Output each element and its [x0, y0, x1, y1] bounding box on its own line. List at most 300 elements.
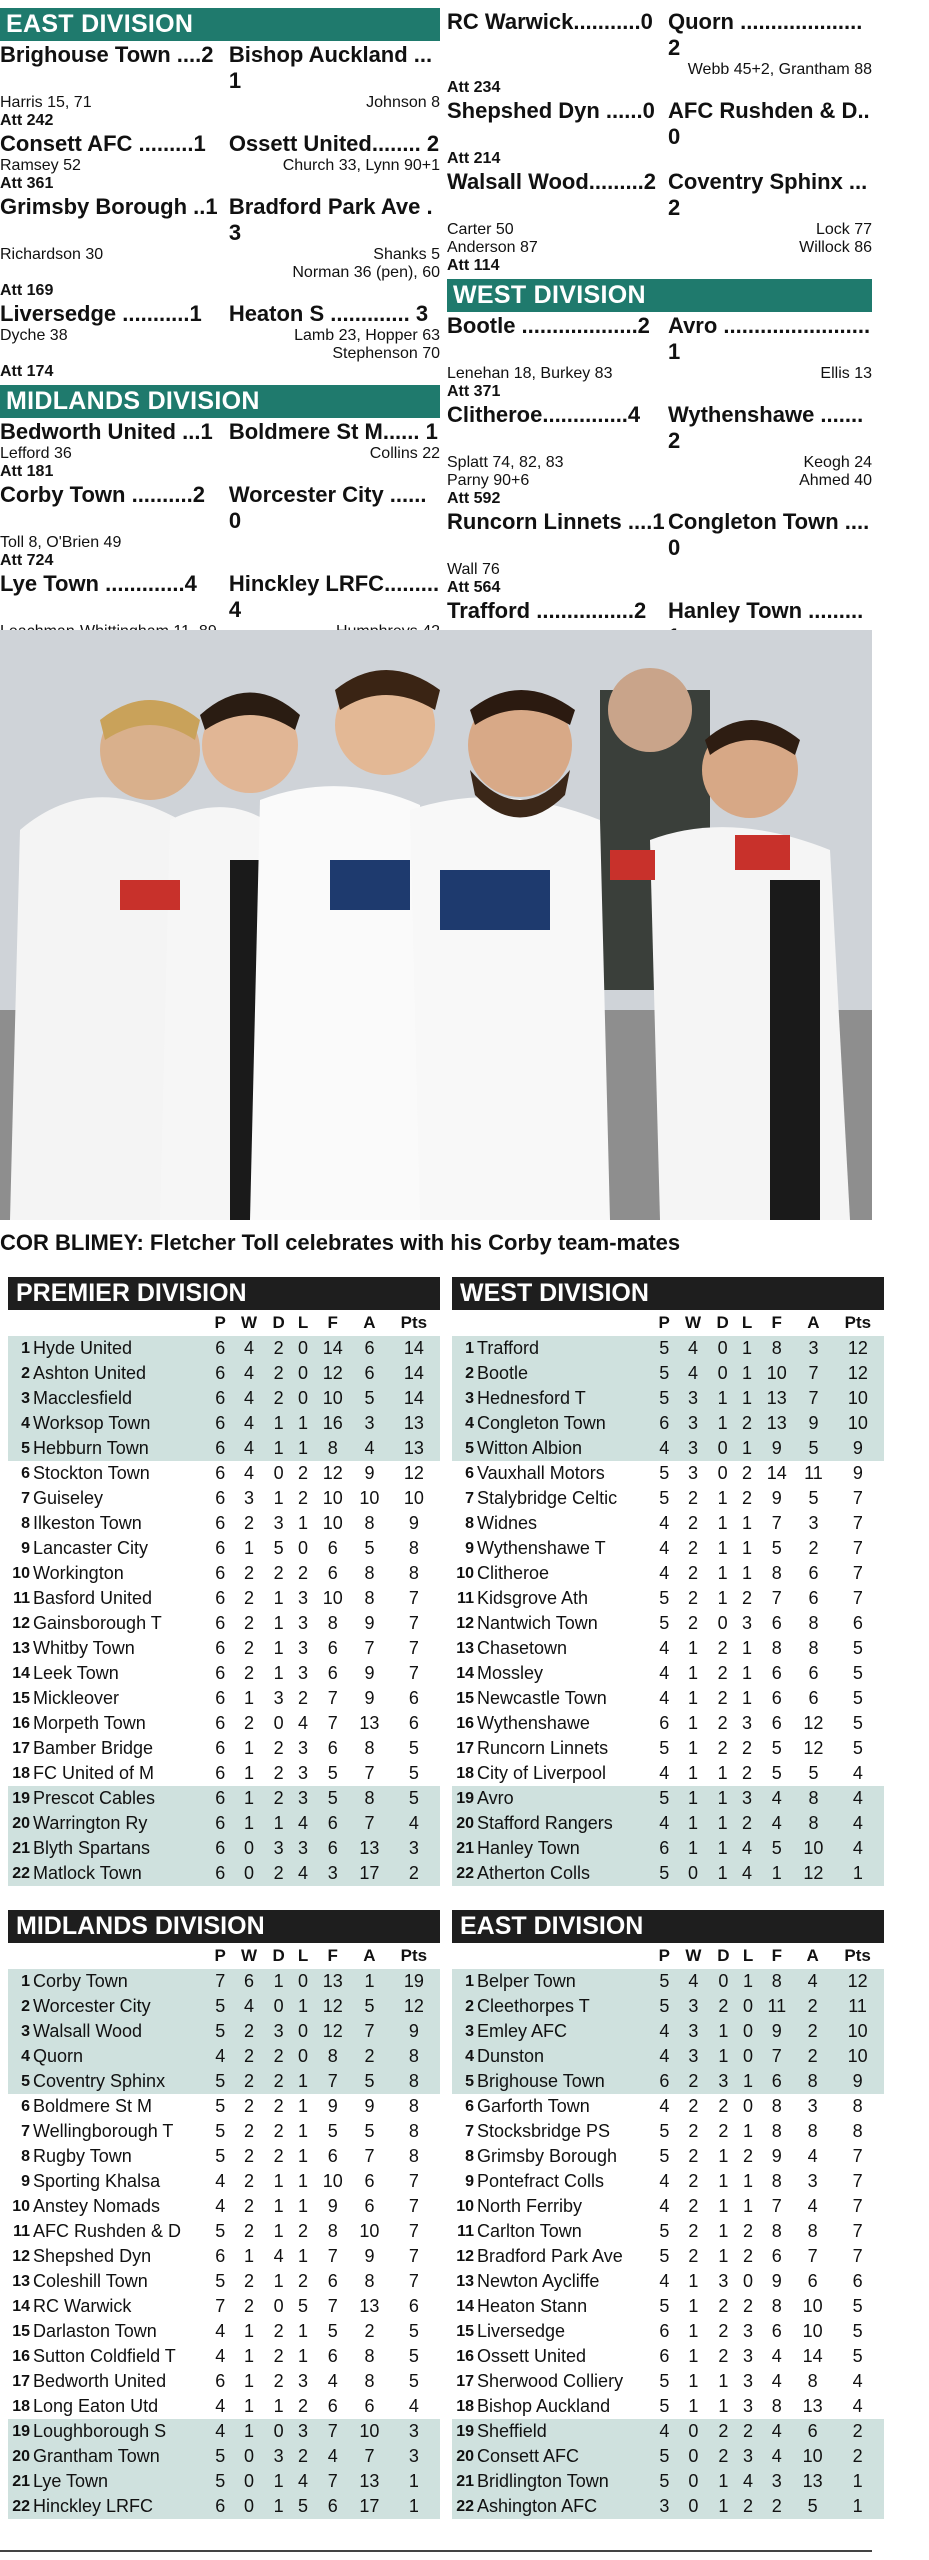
team-name-cell: Newton Aycliffe — [477, 2271, 600, 2291]
stat-cell: 0 — [677, 2494, 710, 2519]
stat-cell: 3 — [266, 2444, 292, 2469]
team-name-cell: Carlton Town — [477, 2221, 582, 2241]
stat-cell: 5 — [408, 2321, 419, 2341]
stat-cell: 8 — [408, 1563, 419, 1583]
stat-cell: 2 — [687, 1563, 698, 1583]
position-cell: 4 — [8, 1411, 33, 1436]
stat-cell: 12 — [832, 1361, 884, 1386]
team-name-cell: Stalybridge Celtic — [477, 1488, 618, 1508]
stat-cell: 6 — [215, 1738, 226, 1758]
stat-cell: 7 — [208, 1969, 232, 1994]
table-row — [8, 1361, 440, 1386]
away-scorers: Keogh 24 — [803, 454, 872, 471]
stat-cell: 8 — [758, 1336, 795, 1361]
table-row — [452, 1411, 884, 1436]
stat-cell: 7 — [852, 2196, 863, 2216]
table-row — [8, 2444, 440, 2469]
stat-cell: 2 — [243, 2121, 254, 2141]
table-row — [452, 1636, 884, 1661]
away-scorers: Johnson 8 — [366, 94, 440, 111]
stat-cell: 8 — [314, 1436, 351, 1461]
position-cell: 22 — [452, 2494, 477, 2519]
stat-cell: 4 — [388, 1811, 440, 1836]
stat-cell: 6 — [215, 1538, 226, 1558]
stat-cell: 9 — [364, 1663, 375, 1683]
stat-cell: 1 — [298, 2171, 309, 2191]
away-team-score: Heaton S ............. 3 — [228, 301, 429, 326]
stat-cell: 10 — [802, 2296, 823, 2316]
stat-cell: 2 — [742, 1463, 753, 1483]
stat-cell: 1 — [688, 2371, 699, 2391]
table-row — [452, 2119, 884, 2144]
stat-cell: 3 — [298, 2371, 309, 2391]
position-cell: 15 — [456, 1689, 474, 1707]
table-row — [8, 1586, 440, 1611]
home-team-score: Brighouse Town ....2 — [0, 42, 214, 67]
away-team-score: Wythenshawe ....... 2 — [668, 402, 864, 453]
away-team-score: Ossett United........ 2 — [228, 131, 440, 156]
stat-cell: 4 — [215, 2171, 226, 2191]
attendance: Att 724 — [0, 552, 54, 569]
stat-cell: 1 — [717, 1588, 728, 1608]
position-cell: 3 — [452, 1386, 477, 1411]
stat-cell: 1 — [676, 1786, 709, 1811]
stat-cell: 0 — [232, 1861, 265, 1886]
stat-cell: 6 — [327, 2396, 338, 2416]
stat-cell: 9 — [831, 2069, 884, 2094]
stat-cell: 3 — [807, 2096, 818, 2116]
stat-cell: 4 — [208, 2044, 232, 2069]
stat-cell: 5 — [771, 1738, 782, 1758]
stat-cell: 2 — [736, 1811, 759, 1836]
team-name-cell: Shepshed Dyn — [33, 2246, 152, 2266]
stat-cell: 6 — [327, 1563, 338, 1583]
table-row — [8, 1461, 440, 1486]
stat-cell: 2 — [718, 2321, 729, 2341]
stat-cell: 0 — [273, 1713, 284, 1733]
team-name-cell: Bridlington Town — [477, 2469, 652, 2494]
away-team-score: AFC Rushden & D.. 0 — [668, 98, 870, 149]
col-header-f: F — [327, 1946, 338, 1965]
table-header-row — [8, 1943, 440, 1969]
stat-cell: 7 — [408, 2196, 419, 2216]
stat-cell: 2 — [273, 1763, 284, 1783]
stat-cell: 0 — [710, 1436, 736, 1461]
team-name-cell: Cleethorpes T — [477, 1994, 652, 2019]
table-row — [8, 2069, 440, 2094]
stat-cell: 2 — [243, 1563, 254, 1583]
stat-cell: 12 — [388, 1994, 440, 2019]
stat-cell: 1 — [243, 2346, 254, 2366]
stat-cell: 6 — [208, 1436, 232, 1461]
stat-cell: 6 — [771, 1613, 782, 1633]
goal-scorers — [0, 345, 440, 363]
stat-cell: 1 — [717, 1763, 728, 1783]
stat-cell: 7 — [314, 2419, 351, 2444]
col-header-l: L — [741, 1313, 753, 1332]
table-row — [8, 1836, 440, 1861]
stat-cell: 6 — [215, 1488, 226, 1508]
stat-cell: 2 — [243, 2221, 254, 2241]
stat-cell: 4 — [232, 1361, 265, 1386]
stat-cell: 1 — [742, 1538, 753, 1558]
home-team-score: Walsall Wood.........2 — [447, 169, 657, 194]
col-header-p: P — [214, 1313, 226, 1332]
goal-scorers — [0, 264, 440, 282]
stat-cell: 1 — [266, 1811, 292, 1836]
stat-cell: 4 — [292, 1811, 315, 1836]
team-name-cell: Mickleover — [33, 1688, 120, 1708]
match-result — [447, 313, 872, 401]
table-row — [452, 1836, 884, 1861]
stat-cell: 5 — [215, 2146, 226, 2166]
position-cell: 21 — [8, 2469, 33, 2494]
team-name-cell: Darlaston Town — [33, 2321, 157, 2341]
team-name-cell: Wythenshawe T — [477, 1538, 606, 1558]
stat-cell: 6 — [652, 1411, 676, 1436]
stat-cell: 1 — [273, 1663, 284, 1683]
position-cell: 3 — [8, 1386, 33, 1411]
stat-cell: 1 — [710, 1411, 736, 1436]
stat-cell: 2 — [243, 2271, 254, 2291]
position-cell: 13 — [456, 2272, 474, 2290]
stat-cell: 7 — [351, 2444, 388, 2469]
stat-cell: 7 — [351, 2019, 388, 2044]
stat-cell: 6 — [408, 1688, 419, 1708]
stat-cell: 1 — [710, 2019, 736, 2044]
stat-cell: 5 — [652, 2444, 677, 2469]
stat-cell: 9 — [771, 2271, 782, 2291]
table-row — [452, 2044, 884, 2069]
stat-cell: 7 — [364, 1763, 375, 1783]
stat-cell: 6 — [208, 1786, 232, 1811]
home-team-score: Trafford ................2 — [447, 598, 647, 623]
stat-cell: 5 — [208, 2444, 232, 2469]
attendance: Att 242 — [0, 112, 54, 129]
score-line — [0, 131, 440, 157]
stat-cell: 9 — [388, 2019, 440, 2044]
team-name-cell: Brighouse Town — [477, 2069, 652, 2094]
stat-cell: 2 — [266, 1361, 292, 1386]
col-header-d: D — [717, 1946, 730, 1965]
stat-cell: 1 — [710, 2469, 736, 2494]
stat-cell: 13 — [351, 1836, 388, 1861]
stat-cell: 8 — [364, 2271, 375, 2291]
stat-cell: 1 — [831, 2494, 884, 2519]
col-header-l: L — [297, 1313, 309, 1332]
stat-cell: 2 — [737, 2494, 760, 2519]
stat-cell: 2 — [688, 2221, 699, 2241]
stat-cell: 1 — [718, 2221, 729, 2241]
position-cell: 9 — [21, 2172, 30, 2190]
stat-cell: 1 — [243, 1763, 254, 1783]
stat-cell: 2 — [718, 2346, 729, 2366]
midlands-division-header: MIDLANDS DIVISION — [0, 385, 440, 418]
stat-cell: 1 — [266, 2469, 292, 2494]
stat-cell: 7 — [852, 1538, 863, 1558]
stat-cell: 5 — [364, 1538, 375, 1558]
stat-cell: 2 — [718, 2096, 729, 2116]
stat-cell: 5 — [273, 1538, 284, 1558]
stat-cell: 4 — [659, 2096, 670, 2116]
stat-cell: 6 — [852, 2271, 863, 2291]
stat-cell: 2 — [298, 1463, 309, 1483]
stat-cell: 1 — [717, 1538, 728, 1558]
away-scorers: Church 33, Lynn 90+1 — [282, 157, 440, 174]
team-name-cell: Loughborough S — [33, 2419, 208, 2444]
table-row — [8, 2494, 440, 2519]
stat-cell: 8 — [794, 2069, 831, 2094]
match-result — [447, 169, 872, 275]
team-name-cell: City of Liverpool — [477, 1763, 607, 1783]
stat-cell: 10 — [831, 2044, 884, 2069]
stat-cell: 13 — [388, 1436, 440, 1461]
goal-scorers — [0, 534, 440, 552]
table-row — [452, 2369, 884, 2394]
goal-scorers — [447, 239, 872, 257]
table-row — [452, 1994, 884, 2019]
stat-cell: 10 — [758, 1361, 795, 1386]
stat-cell: 5 — [659, 1738, 670, 1758]
stat-cell: 4 — [232, 1994, 265, 2019]
table-row — [452, 2394, 884, 2419]
position-cell: 4 — [452, 1411, 477, 1436]
home-scorers — [0, 264, 220, 282]
team-name-cell: Corby Town — [33, 1969, 208, 1994]
score-line — [447, 313, 872, 365]
stat-cell: 1 — [266, 1969, 292, 1994]
stat-cell: 3 — [388, 2444, 440, 2469]
team-name-cell: Warrington Ry — [33, 1811, 208, 1836]
stat-cell: 5 — [327, 2321, 338, 2341]
table-row — [8, 1969, 440, 1994]
position-cell: 19 — [8, 1786, 33, 1811]
stat-cell: 7 — [327, 2246, 338, 2266]
stat-cell: 8 — [795, 1786, 832, 1811]
position-cell: 5 — [8, 2069, 33, 2094]
stat-cell: 1 — [710, 1386, 736, 1411]
stat-cell: 4 — [659, 1763, 670, 1783]
stat-cell: 1 — [266, 2494, 292, 2519]
team-name-cell: Dunston — [477, 2044, 652, 2069]
stat-cell: 5 — [852, 2346, 863, 2366]
stat-cell: 8 — [364, 1588, 375, 1608]
stat-cell: 8 — [771, 2396, 782, 2416]
stat-cell: 2 — [718, 2296, 729, 2316]
table-row — [452, 2344, 884, 2369]
team-name-cell: Blyth Spartans — [33, 1836, 208, 1861]
team-name-cell: Emley AFC — [477, 2019, 652, 2044]
premier-division-table — [8, 1277, 440, 1886]
stat-cell: 8 — [388, 2069, 440, 2094]
stat-cell: 2 — [742, 1488, 753, 1508]
home-scorers: Parny 90+6 — [447, 472, 530, 489]
stat-cell: 1 — [718, 2371, 729, 2391]
stat-cell: 8 — [408, 2096, 419, 2116]
table-header-row — [8, 1310, 440, 1336]
table-row — [8, 2169, 440, 2194]
col-header-p: P — [214, 1946, 226, 1965]
stat-cell: 5 — [852, 1688, 863, 1708]
table-row — [452, 2194, 884, 2219]
stat-cell: 0 — [292, 1969, 315, 1994]
position-cell: 3 — [8, 2019, 33, 2044]
east-division-table — [452, 1910, 884, 2519]
team-name-cell: Atherton Colls — [477, 1861, 652, 1886]
stat-cell: 0 — [676, 1861, 709, 1886]
stat-cell: 6 — [327, 1538, 338, 1558]
position-cell: 14 — [12, 2297, 30, 2315]
stat-cell: 7 — [364, 1638, 375, 1658]
stat-cell: 3 — [737, 2444, 760, 2469]
stat-cell: 7 — [852, 2246, 863, 2266]
stat-cell: 5 — [292, 2494, 315, 2519]
score-line — [0, 571, 440, 623]
stat-cell: 0 — [292, 1361, 315, 1386]
stat-cell: 4 — [832, 1836, 884, 1861]
stat-cell: 3 — [742, 1713, 753, 1733]
stat-cell: 0 — [737, 2019, 760, 2044]
team-name-cell: Nantwich Town — [477, 1613, 598, 1633]
stat-cell: 6 — [659, 1713, 670, 1733]
stat-cell: 7 — [795, 1386, 832, 1411]
stat-cell: 11 — [760, 1994, 795, 2019]
home-team-score: Consett AFC .........1 — [0, 131, 206, 156]
team-name-cell: Stafford Rangers — [477, 1811, 652, 1836]
table-row — [452, 1586, 884, 1611]
stat-cell: 2 — [687, 1538, 698, 1558]
team-header — [33, 1943, 208, 1969]
position-cell: 22 — [452, 1861, 477, 1886]
stat-cell: 4 — [771, 2371, 782, 2391]
stat-cell: 8 — [364, 2371, 375, 2391]
table-row — [8, 1711, 440, 1736]
stat-cell: 3 — [676, 1411, 709, 1436]
stat-cell: 4 — [807, 2146, 818, 2166]
stat-cell: 1 — [298, 2146, 309, 2166]
home-scorers — [447, 61, 660, 79]
stat-cell: 1 — [273, 1588, 284, 1608]
stat-cell: 4 — [676, 1336, 709, 1361]
position-cell: 12 — [12, 2247, 30, 2265]
stat-cell: 3 — [292, 1836, 315, 1861]
stat-cell: 0 — [677, 2444, 710, 2469]
attendance: Att 174 — [0, 363, 54, 380]
team-name-cell: Guiseley — [33, 1488, 104, 1508]
stat-cell: 8 — [364, 1563, 375, 1583]
stat-cell: 2 — [273, 1563, 284, 1583]
stat-cell: 5 — [659, 2121, 670, 2141]
stat-cell: 6 — [364, 2171, 375, 2191]
east-standings — [452, 1943, 884, 2519]
stat-cell: 14 — [388, 1386, 440, 1411]
stat-cell: 8 — [808, 1638, 819, 1658]
col-header-a: A — [363, 1313, 376, 1332]
score-line — [0, 42, 440, 94]
stat-cell: 5 — [351, 1386, 388, 1411]
stat-cell: 5 — [659, 2246, 670, 2266]
east-table-title: EAST DIVISION — [452, 1910, 884, 1943]
team-name-cell: Grimsby Borough — [477, 2146, 618, 2166]
photo-caption: COR BLIMEY: Fletcher Toll celebrates with his Corby team-mates — [0, 1230, 681, 1255]
stat-cell: 5 — [795, 1436, 832, 1461]
stat-cell: 4 — [771, 2346, 782, 2366]
stat-cell: 12 — [832, 1336, 884, 1361]
stat-cell: 1 — [292, 1436, 315, 1461]
match-result — [0, 131, 440, 193]
stat-cell: 5 — [652, 1361, 676, 1386]
stat-cell: 5 — [659, 1588, 670, 1608]
stat-cell: 2 — [687, 1513, 698, 1533]
stat-cell: 4 — [232, 1411, 265, 1436]
stat-cell: 5 — [652, 2469, 677, 2494]
team-name-cell: Bradford Park Ave — [477, 2246, 623, 2266]
goal-scorers — [447, 561, 872, 579]
stat-cell: 0 — [298, 1538, 309, 1558]
position-cell: 1 — [452, 1969, 477, 1994]
stat-cell: 6 — [215, 1613, 226, 1633]
position-cell: 5 — [8, 1436, 33, 1461]
table-row — [452, 2069, 884, 2094]
attendance: Att 361 — [0, 175, 54, 192]
stat-cell: 3 — [273, 1513, 284, 1533]
position-cell: 13 — [12, 1639, 30, 1657]
team-name-cell: Coleshill Town — [33, 2271, 148, 2291]
stat-cell: 1 — [273, 1488, 284, 1508]
position-cell: 20 — [8, 2444, 33, 2469]
team-name-cell: Prescot Cables — [33, 1786, 208, 1811]
position-cell: 19 — [452, 1786, 477, 1811]
away-scorers — [220, 534, 440, 552]
table-row — [8, 2144, 440, 2169]
table-row — [8, 1411, 440, 1436]
stat-cell: 4 — [794, 1969, 831, 1994]
position-cell: 13 — [12, 2272, 30, 2290]
stat-cell: 4 — [659, 1513, 670, 1533]
team-name-cell: Basford United — [33, 1588, 153, 1608]
score-line — [447, 402, 872, 454]
stat-cell: 8 — [408, 2146, 419, 2166]
stat-cell: 3 — [676, 1436, 709, 1461]
stat-cell: 2 — [688, 2096, 699, 2116]
stat-cell: 12 — [314, 2019, 351, 2044]
stat-cell: 2 — [688, 2171, 699, 2191]
stat-cell: 7 — [852, 1513, 863, 1533]
stat-cell: 9 — [327, 2196, 338, 2216]
stat-cell: 0 — [717, 1613, 728, 1633]
col-header-p: P — [658, 1313, 670, 1332]
position-cell: 20 — [8, 1811, 33, 1836]
stat-cell: 6 — [215, 1663, 226, 1683]
stat-cell: 7 — [314, 2469, 351, 2494]
stat-cell: 4 — [760, 2444, 795, 2469]
position-cell: 12 — [12, 1614, 30, 1632]
table-row — [8, 1611, 440, 1636]
stat-cell: 2 — [743, 2221, 754, 2241]
team-name-cell: Bishop Auckland — [477, 2396, 611, 2416]
table-row — [8, 2044, 440, 2069]
stat-cell: 7 — [852, 1488, 863, 1508]
stat-cell: 2 — [298, 1488, 309, 1508]
stat-cell: 13 — [359, 1713, 380, 1733]
stat-cell: 8 — [808, 1613, 819, 1633]
stat-cell: 1 — [688, 2346, 699, 2366]
stat-cell: 9 — [364, 1463, 375, 1483]
stat-cell: 2 — [687, 1588, 698, 1608]
stat-cell: 2 — [232, 2019, 265, 2044]
stat-cell: 5 — [659, 2296, 670, 2316]
match-result — [0, 482, 440, 570]
